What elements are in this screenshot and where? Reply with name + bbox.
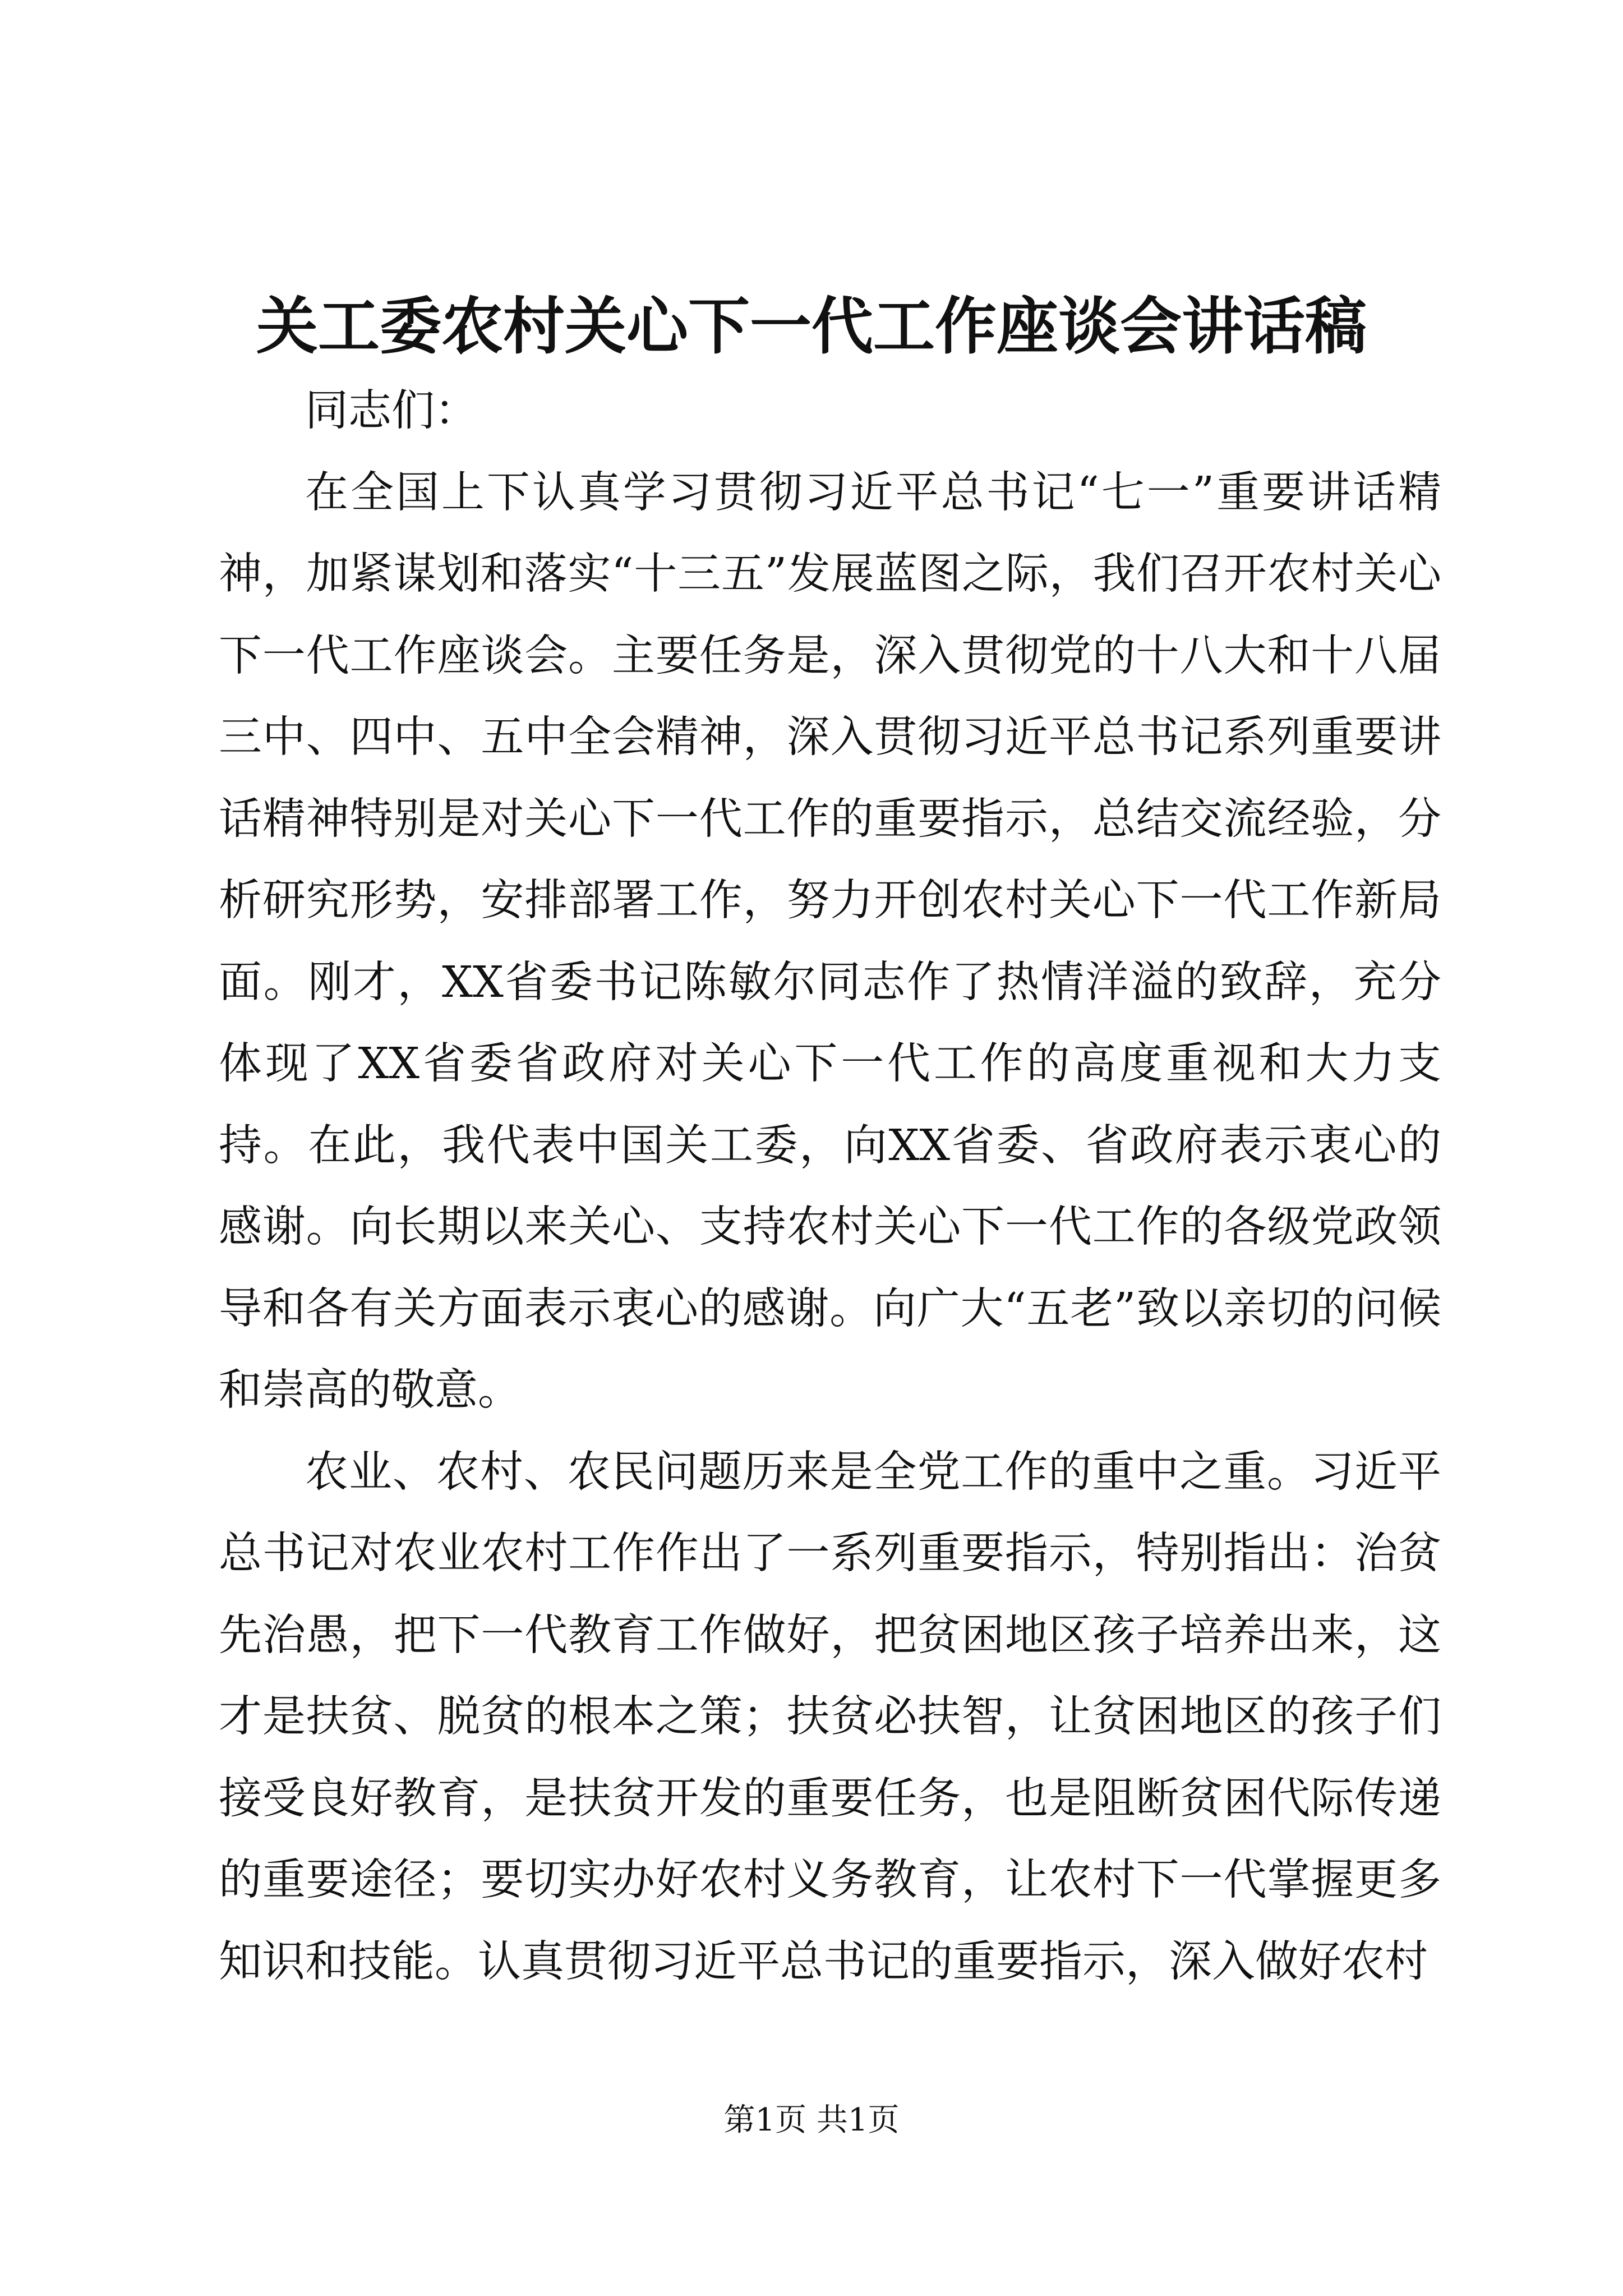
salutation: 同志们： (305, 386, 478, 436)
page-footer: 第1页 共1页 (723, 2102, 900, 2138)
document-body (219, 370, 1441, 2003)
document-title: 关工委农村关心下一代工作座谈会讲话稿 (256, 290, 1367, 362)
paragraph-1: 在全国上下认真学习贯彻习近平总书记“七一”重要讲话精神，加紧谋划和落实“十三五”发展蓝图之际，我们召开农村关心下一代工作座谈会。主要任务是，深入贯彻党的十八大和十八届三中、四中、五中全会精神，深入贯彻习近平总书记系列重要讲话精神特别是对关心下一代工作的重要指示，总结交流经验，分析研究形势，安排部署工作，努力开创农村关心下一代工作新局面。刚才，XX省委书记陈敏尔同志作了热情洋溢的致辞，充分体现了XX省委省政府对关心下一代工作的高度重视和大力支持。在此，我代表中国关工委，向XX省委、省政府表示衷心的感谢。向长期以来关心、支持农村关心下一代工作的各级党政领导和各有关方面表示衷心的感谢。向广大“五老”致以亲切的问候和崇高的敬意。 (219, 467, 1441, 1415)
paragraph-2: 农业、农村、农民问题历来是全党工作的重中之重。习近平总书记对农业农村工作作出了一系列重要指示，特别指出：治贫先治愚，把下一代教育工作做好，把贫困地区孩子培养出来，这才是扶贫、脱贫的根本之策；扶贫必扶智，让贫困地区的孩子们接受良好教育，是扶贫开发的重要任务，也是阻断贫困代际传递的重要途径；要切实办好农村义务教育，让农村下一代掌握更多知识和技能。认真贯彻习近平总书记的重要指示，深入做好农村 (219, 1447, 1441, 1987)
